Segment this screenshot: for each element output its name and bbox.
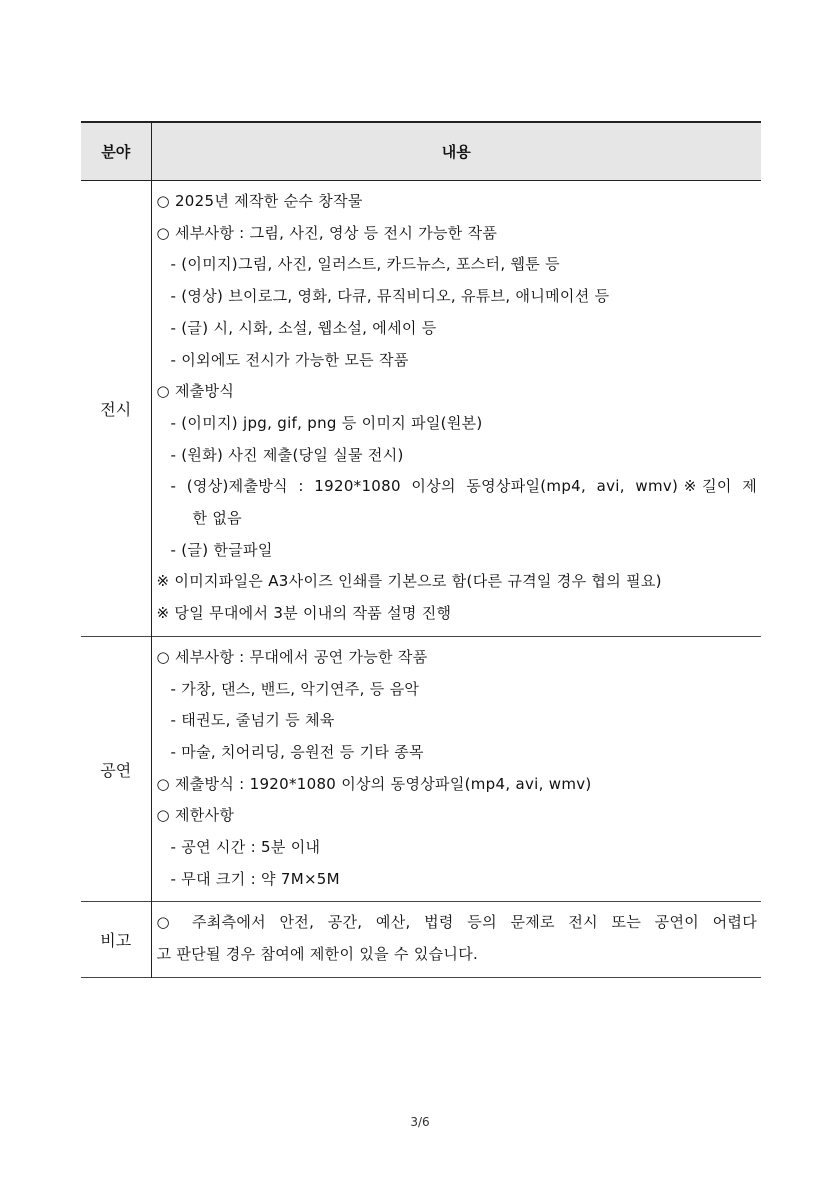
- header-content: 내용: [151, 122, 761, 181]
- list-item: ○ 세부사항 : 그림, 사진, 영상 등 전시 가능한 작품: [156, 223, 498, 242]
- list-item: - 태권도, 줄넘기 등 체육: [170, 711, 335, 730]
- category-performance: 공연: [100, 760, 132, 780]
- table-row-performance: [81, 636, 761, 902]
- list-item: - (글) 시, 시화, 소설, 웹소설, 에세이 등: [170, 318, 437, 337]
- list-item: - (영상)제출방식 : 1920*1080 이상의 동영상파일(mp4, avi, wmv)※길이 제: [170, 477, 757, 496]
- category-exhibition: 전시: [100, 399, 132, 419]
- table-row-exhibition: [81, 181, 761, 637]
- guidelines-table: [81, 121, 761, 978]
- list-item: - (이미지)그림, 사진, 일러스트, 카드뉴스, 포스터, 웹툰 등: [170, 255, 560, 274]
- content-remarks: [151, 902, 761, 977]
- list-item: - 마술, 치어리딩, 응원전 등 기타 종목: [170, 742, 424, 761]
- list-item: - (글) 한글파일: [170, 540, 273, 559]
- page-number: 3/6: [410, 1115, 430, 1129]
- list-item: - 가창, 댄스, 밴드, 악기연주, 등 음악: [170, 679, 420, 698]
- category-remarks: 비고: [100, 931, 132, 951]
- table-row-remarks: [81, 902, 761, 977]
- list-item: - 공연 시간 : 5분 이내: [170, 838, 321, 857]
- list-item: ○ 제출방식 : 1920*1080 이상의 동영상파일(mp4, avi, wmv): [156, 774, 592, 793]
- list-item: ○ 제출방식: [156, 382, 235, 401]
- list-item: ○ 2025년 제작한 순수 창작물: [156, 192, 363, 210]
- content-exhibition: [151, 181, 761, 637]
- list-item: - 이외에도 전시가 가능한 모든 작품: [170, 350, 409, 369]
- table-header-row: [81, 122, 761, 181]
- list-item: ※ 이미지파일은 A3사이즈 인쇄를 기본으로 함(다른 규격일 경우 협의 필요): [156, 572, 662, 591]
- list-item: ○ 세부사항 : 무대에서 공연 가능한 작품: [156, 647, 428, 666]
- list-item: ○ 제한사항: [156, 806, 235, 825]
- list-item: 한 없음: [192, 509, 242, 528]
- list-item: - (원화) 사진 제출(당일 실물 전시): [170, 445, 404, 464]
- list-item: - (이미지) jpg, gif, png 등 이미지 파일(원본): [170, 413, 483, 432]
- list-item: - (영상) 브이로그, 영화, 다큐, 뮤직비디오, 유튜브, 애니메이션 등: [170, 287, 610, 306]
- content-performance: [151, 636, 761, 902]
- list-item: ○ 주최측에서 안전, 공간, 예산, 법령 등의 문제로 전시 또는 공연이 어렵다: [156, 913, 757, 932]
- list-item: - 무대 크기 : 약 7M×5M: [170, 869, 340, 888]
- list-item: ※ 당일 무대에서 3분 이내의 작품 설명 진행: [156, 604, 452, 623]
- list-item: 고 판단될 경우 참여에 제한이 있을 수 있습니다.: [156, 945, 479, 964]
- header-category: 분야: [81, 122, 151, 181]
